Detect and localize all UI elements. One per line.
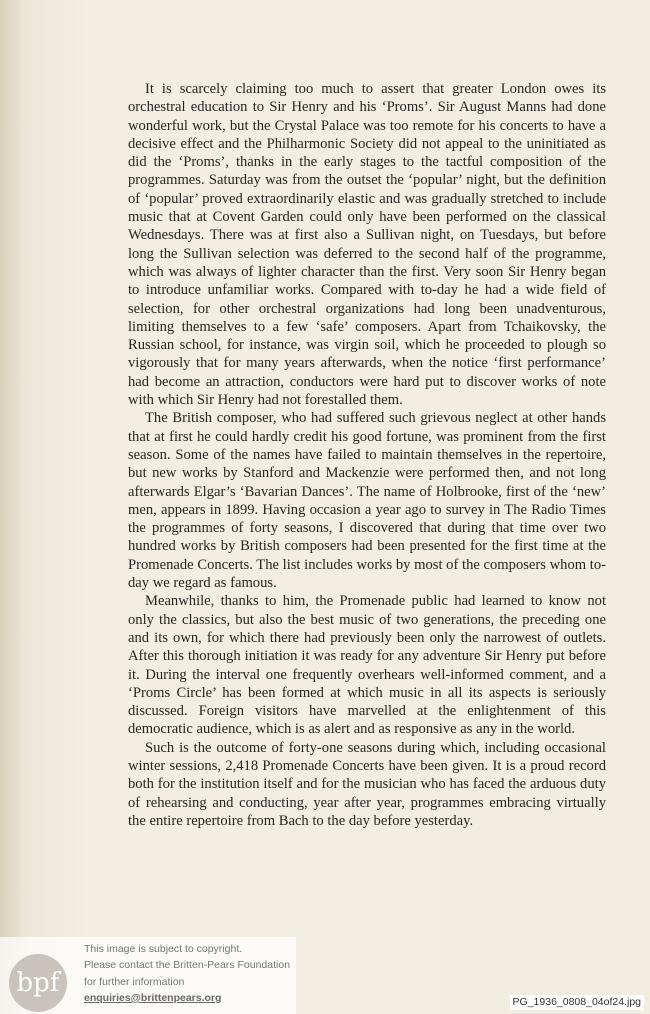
article-body	[128, 80, 606, 830]
contact-email-link[interactable]: enquiries@brittenpears.org	[84, 991, 222, 1004]
paragraph: It is scarcely claiming too much to assert that greater London owes its orchestral education to Sir Henry and his ‘Proms’. Sir August Manns had done wonderful work, but the Crystal Palace was too remote for his concerts to have a decisive effect and the Philharmonic Society did not appeal to the uninitiated as did the ‘Proms’, thanks in the early stages to the tactful composition of the programmes. Saturday was from the outset the ‘popular’ night, but the definition of ‘popular’ proved extraordinarily elastic and was gradually stretched to include music that at Covent Garden could only have been performed on the classical Wednesdays. There was at first also a Sullivan night, on Tuesdays, but before long the Sullivan selection was deferred to the second half of the programme, which was always of lighter character than the first. Very soon Sir Henry began to introduce unfamiliar works. Compared with to-day he had a wide field of selection, for other orchestral organizations had long been unadventurous, limiting themselves to a few ‘safe’ composers. Apart from Tchaikovsky, the Russian school, for instance, was virgin soil, which he proceeded to plough so vigorously that for many years afterwards, when the notice ‘first performance’ had become an attraction, conductors were hard put to discover works of note with which Sir Henry had not forestalled them.	[128, 81, 606, 409]
copyright-text	[84, 941, 290, 1006]
paper-fold-edge	[0, 0, 22, 1014]
paragraph: Meanwhile, thanks to him, the Promenade public had learned to know not only the classics, but also the best music of two generations, the preceding one and its own, for which there had previously been only the narrowest of outlets. After this thorough initiation it was ready for any adventure Sir Henry put before it. During the interval one frequently overhears well-informed comment, and a ‘Proms Circle’ has been formed at which music in all its aspects is seriously discussed. Foreign visitors have marvelled at the enlightenment of this democratic audience, which is as alert and as responsive as any in the world.	[128, 593, 606, 738]
copyright-line: for further information	[84, 975, 185, 988]
paragraph: Such is the outcome of forty-one seasons during which, including occasional winter sessions, 2,418 Promenade Concerts have been given. It is a proud record both for the institution itself and for the musician who has faced the arduous duty of rehearsing and conducting, year after year, programmes embracing virtually the entire repertoire from Bach to the day before yesterday.	[128, 739, 606, 829]
bpf-logo: bpf	[9, 954, 67, 1012]
file-name-label: PG_1936_0808_04of24.jpg	[510, 995, 644, 1010]
copyright-line: Please contact the Britten-Pears Foundation	[84, 959, 291, 972]
copyright-line: This image is subject to copyright.	[84, 943, 243, 955]
paragraph: The British composer, who had suffered such grievous neglect at other hands that at first he could hardly credit his good fortune, was prominent from the first season. Some of the names have failed to maintain themselves in the repertoire, but new works by Stanford and Mackenzie were performed then, and not long afterwards Elgar’s ‘Bavarian Dances’. The name of Holbrooke, first of the ‘new’ men, appears in 1899. Having occasion a year ago to survey in The Radio Times the programmes of forty seasons, I discovered that during that time over two hundred works by British composers had been presented for the first time at the Promenade Concerts. The list includes works by most of the composers whom to-day we regard as famous.	[128, 410, 606, 592]
